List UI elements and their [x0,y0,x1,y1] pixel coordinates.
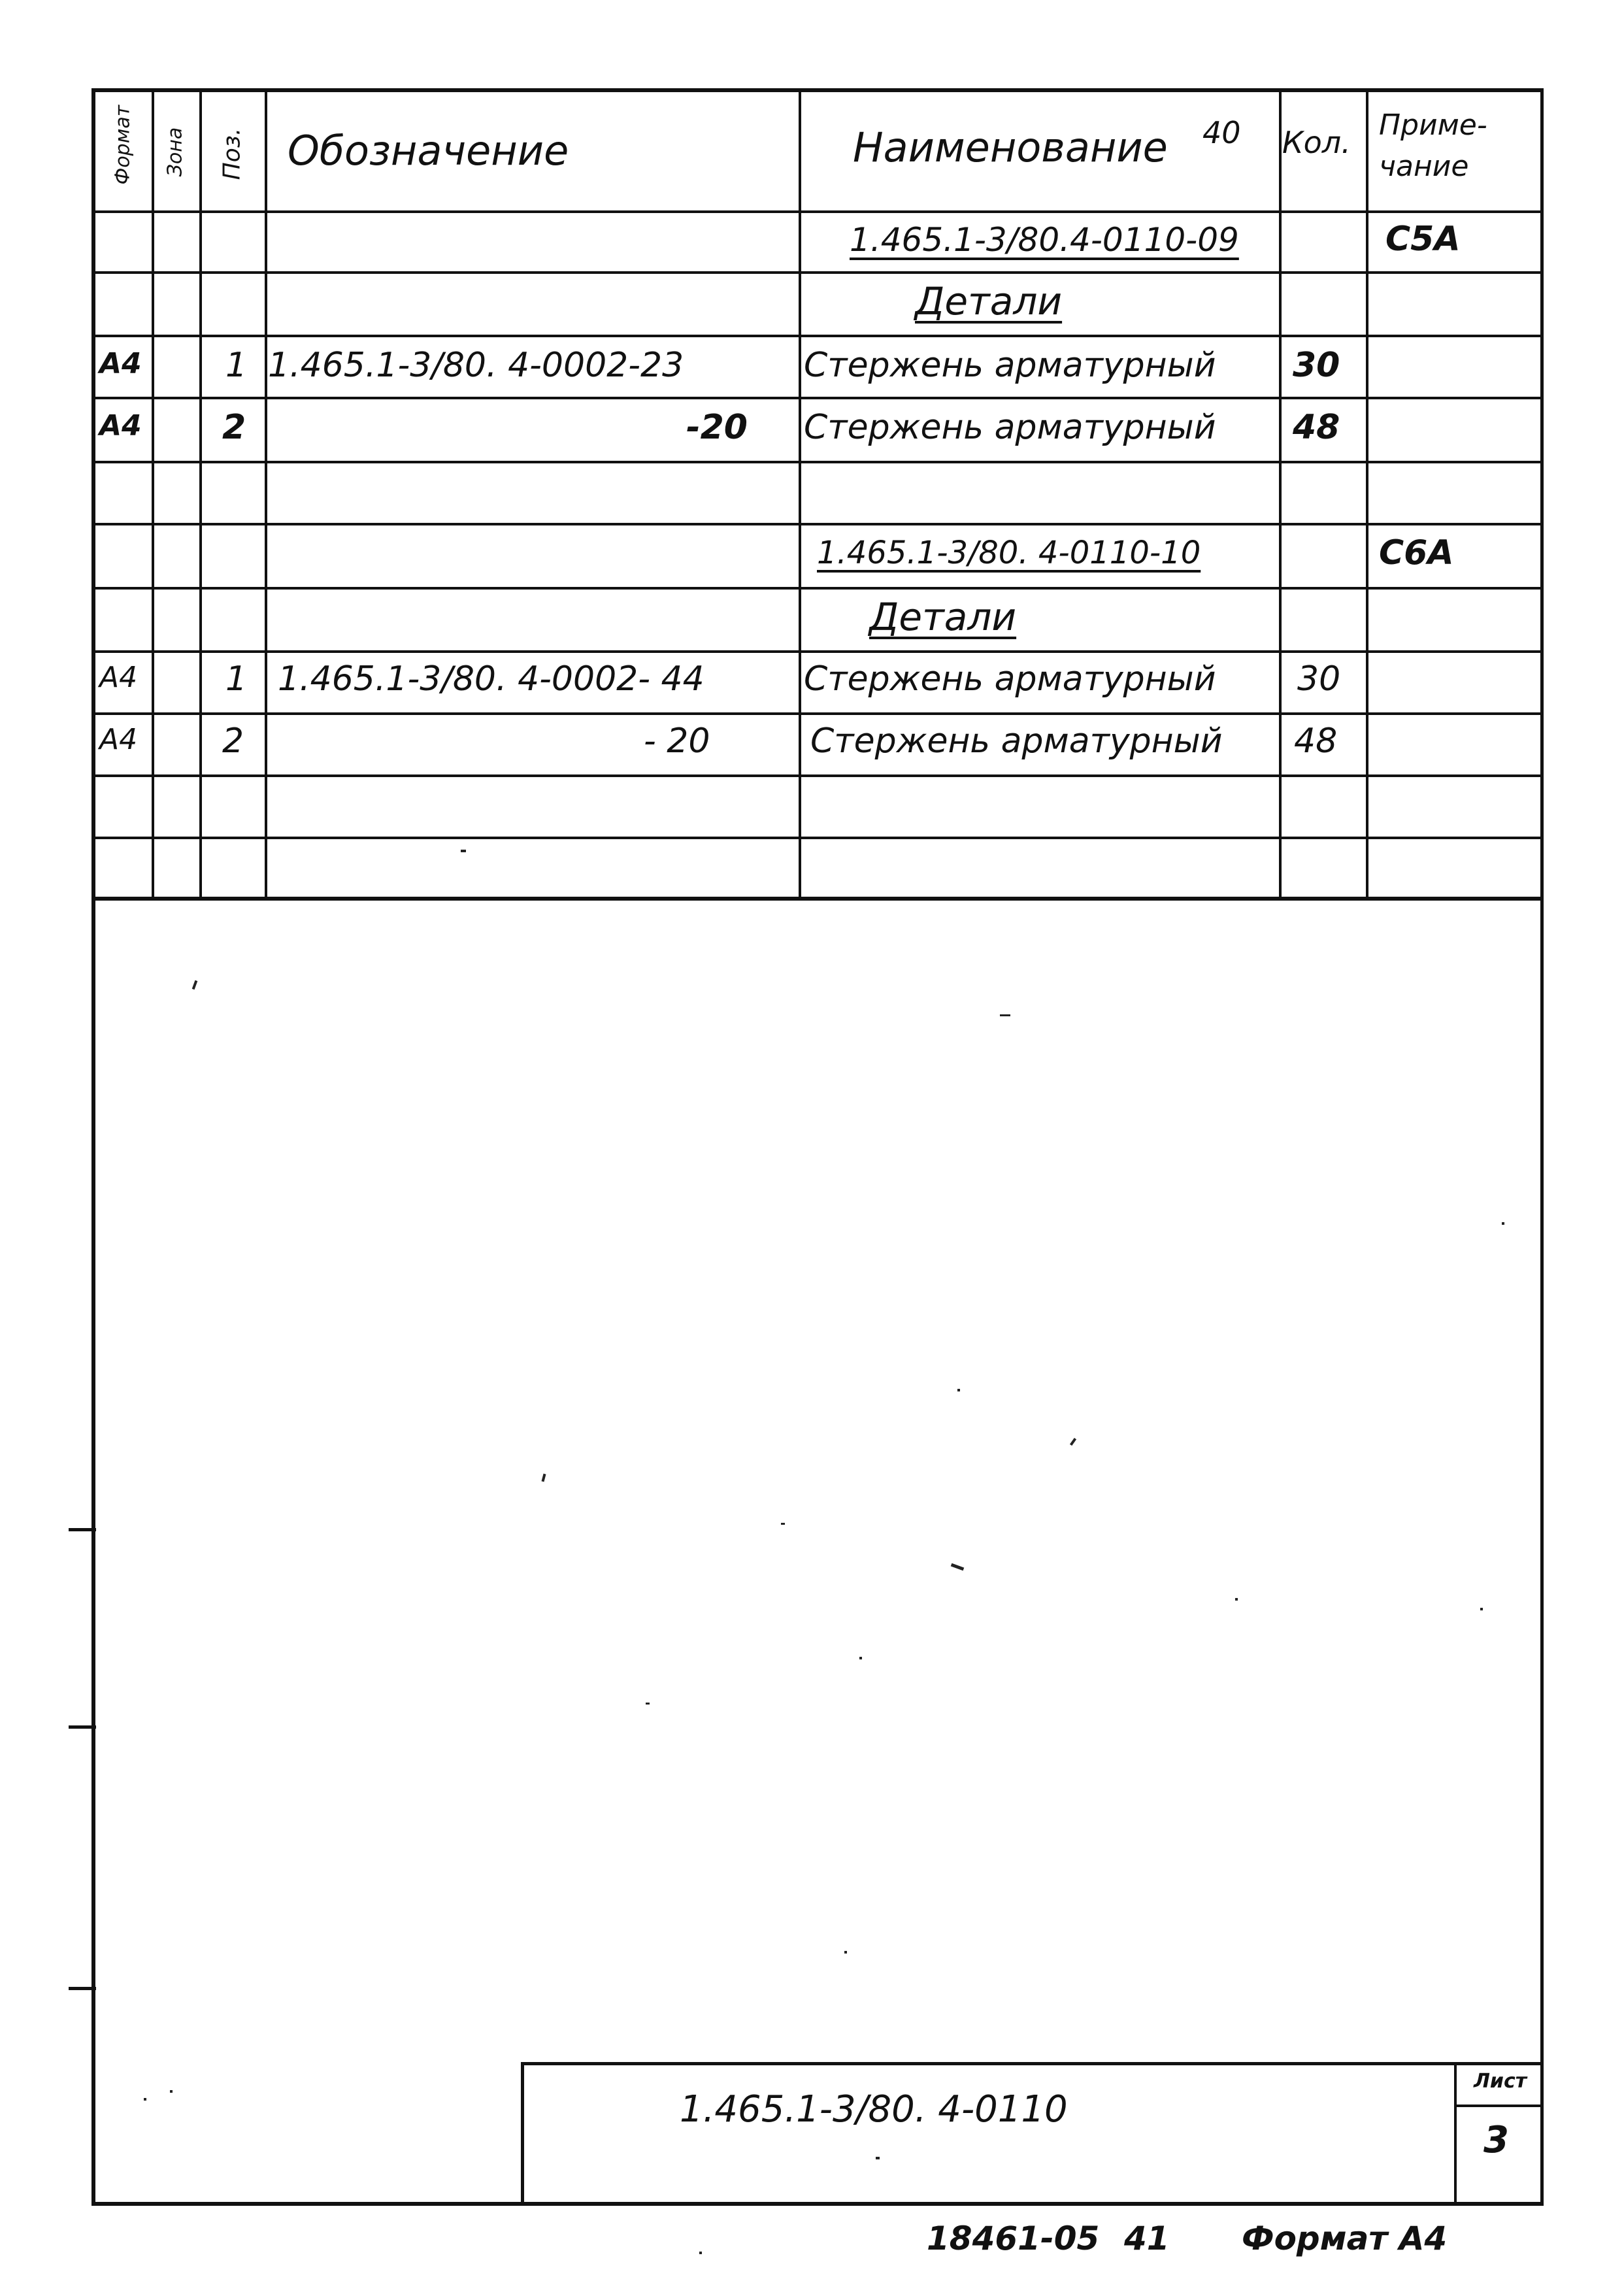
document-code: 1.465.1-3/80. 4-0110 [680,2088,1068,2131]
format-label: Формат А4 [1242,2220,1448,2257]
scan-speck [844,1951,847,1954]
scan-speck [1235,1598,1238,1601]
section-title: Детали [915,279,1063,324]
row-qty: 48 [1294,722,1338,761]
table-column-line [1366,92,1368,899]
table-row-line [95,271,1542,274]
row-qty: 30 [1297,659,1341,699]
row-pos: 2 [222,408,246,447]
row-qty: 48 [1293,408,1340,447]
page-number-marker: 40 [1202,115,1241,150]
table-row-line [95,837,1542,839]
row-designation: - 20 [644,722,710,761]
scan-speck [646,1703,650,1705]
sheet-label: Лист [1474,2070,1527,2093]
row-qty: 30 [1293,346,1340,385]
sheet-number: 3 [1483,2119,1509,2161]
scan-speck [1000,1014,1010,1016]
scan-speck [170,2090,173,2093]
header-zone: Зона [163,127,187,177]
scan-speck [699,2252,702,2254]
inventory-number: 18461-05 [927,2220,1100,2257]
table-row-line [95,774,1542,777]
scan-speck [876,2157,880,2159]
scan-speck [781,1523,785,1525]
margin-tick [69,1725,96,1729]
scan-speck [144,2098,146,2101]
header-name: Наименование [853,124,1168,171]
title-block-sheet-divider [1454,2105,1542,2107]
table-row-line [95,335,1542,337]
row-name: Стержень арматурный [804,346,1216,385]
table-row-line [95,587,1542,590]
row-format: А4 [99,661,138,694]
table-header-bottom-line [95,210,1542,213]
row-designation: 1.465.1-3/80. 4-0002- 44 [278,659,704,699]
table-column-line [199,92,202,899]
row-pos: 2 [222,722,244,761]
row-pos: 1 [225,659,248,699]
row-name: Стержень арматурный [804,408,1216,447]
row-designation: -20 [686,408,748,447]
row-name: Стержень арматурный [810,722,1223,761]
table-column-line [799,92,801,899]
scan-speck [859,1657,862,1659]
row-designation: 1.465.1-3/80. 4-0002-23 [268,346,684,385]
scan-speck [461,850,466,852]
table-row-line [95,650,1542,653]
header-designation: Обозначение [288,127,569,175]
drawing-frame [91,88,1544,2206]
scan-speck [1480,1608,1483,1610]
header-note-line2: чание [1379,150,1469,183]
row-format: А4 [99,347,142,380]
title-block-left-line [521,2062,524,2203]
table-column-line [1279,92,1282,899]
table-row-line [95,523,1542,525]
header-note-line1: Приме- [1379,108,1487,142]
table-row-line [95,461,1542,463]
scan-speck [1502,1222,1504,1225]
title-block-sheet-line [1454,2062,1457,2203]
section-title: Детали [869,595,1017,639]
table-column-line [265,92,267,899]
title-block-top-line [521,2062,1544,2065]
scan-speck [957,1389,960,1391]
row-format: А4 [99,723,138,756]
margin-tick [69,1987,96,1990]
assembly-designation: 1.465.1-3/80.4-0110-09 [850,221,1239,259]
assembly-note: С6А [1379,533,1454,573]
row-format: А4 [99,409,142,442]
assembly-designation: 1.465.1-3/80. 4-0110-10 [817,535,1201,571]
header-format: Формат [111,105,135,185]
table-bottom-line [95,897,1542,901]
footer-page-number: 41 [1124,2220,1170,2257]
header-qty: Кол. [1282,125,1351,160]
row-pos: 1 [225,346,248,385]
row-name: Стержень арматурный [804,659,1216,699]
header-pos: Поз. [218,127,246,180]
table-row-line [95,397,1542,399]
assembly-note: С5А [1385,220,1461,259]
margin-tick [69,1528,96,1531]
table-column-line [152,92,154,899]
table-row-line [95,712,1542,715]
